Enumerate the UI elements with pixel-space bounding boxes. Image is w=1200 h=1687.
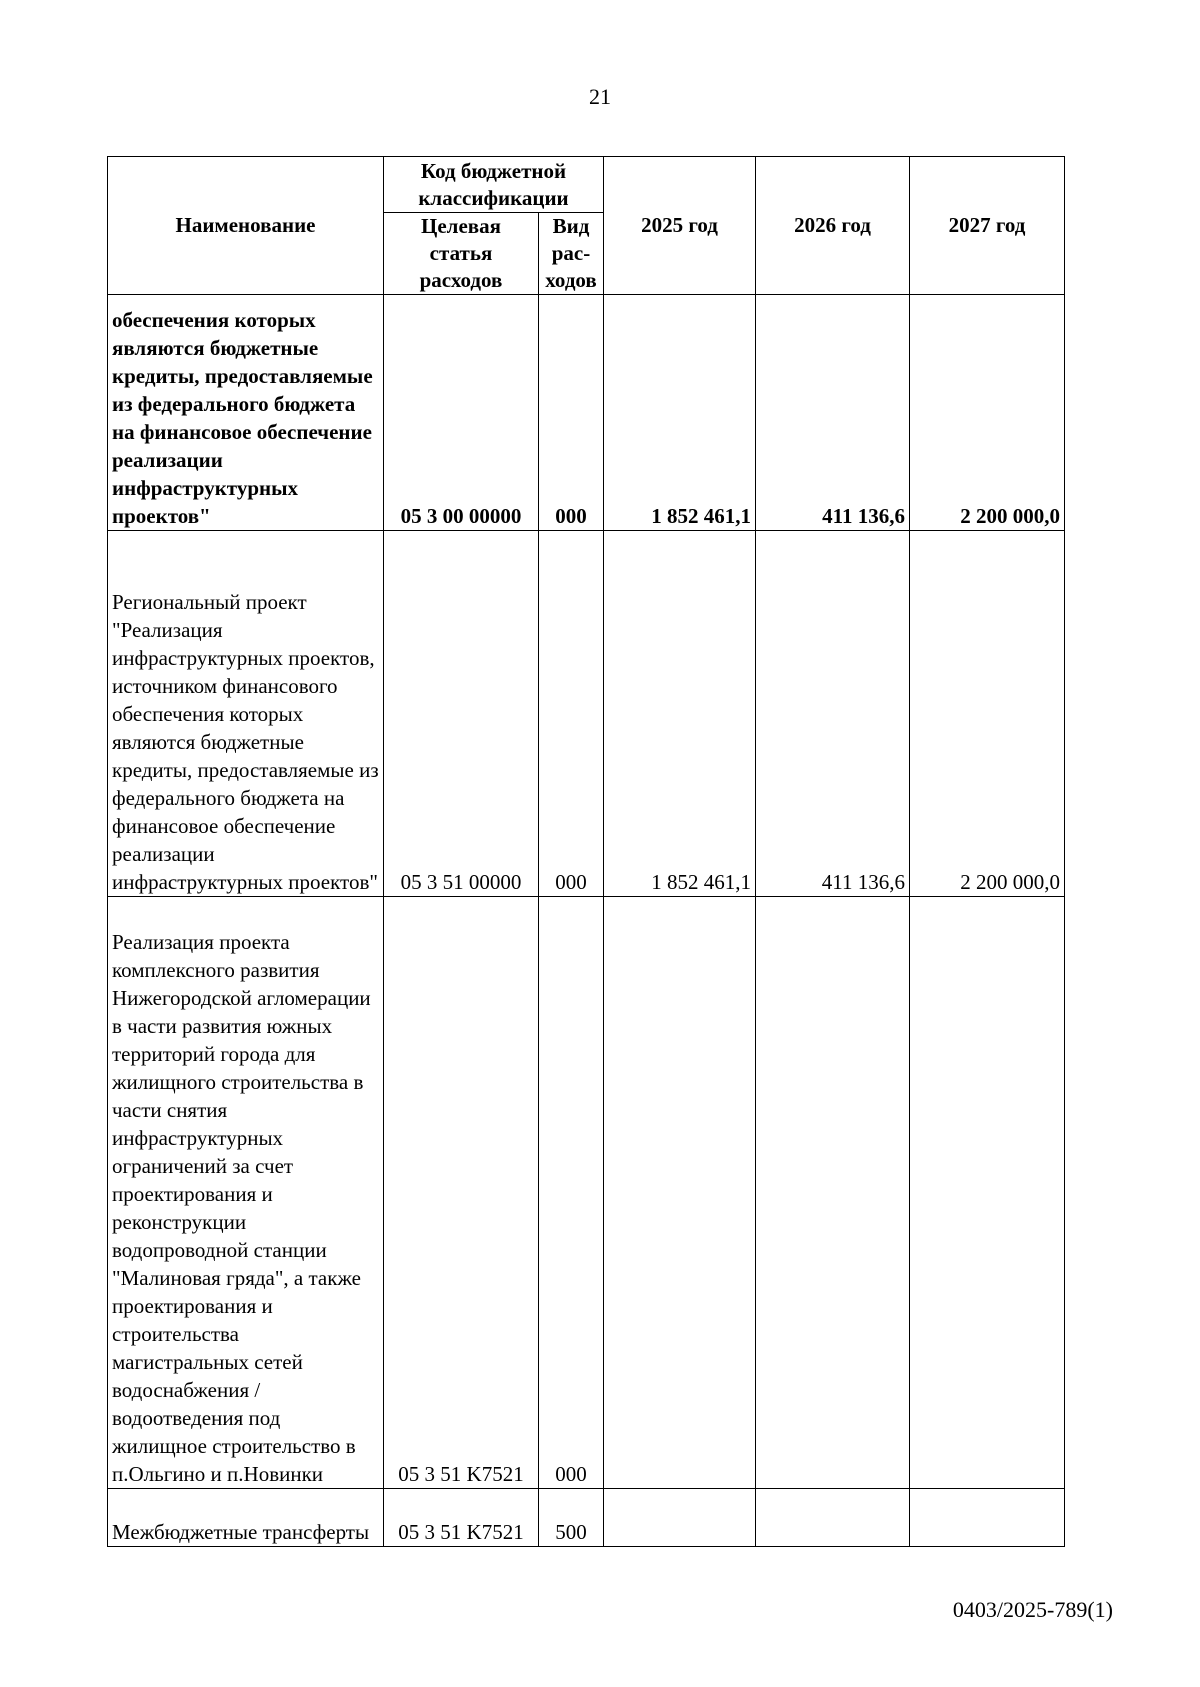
row-value-2026: 411 136,6 — [756, 531, 910, 897]
row-value-2027: 2 200 000,0 — [910, 295, 1065, 531]
row-name: Реализация проекта комплексного развития Нижегородской агломерации в части развития южных территорий города для жилищного строительства в части снятия инфраструктурных ограничений за счет проектирования и реконструкции водопроводной станции "Малиновая гряда", а также проектирования и строительства магистральных сетей водоснабжения / водоотведения под жилищное строительство в п.Ольгино и п.Новинки — [108, 897, 384, 1489]
row-expense-type: 000 — [539, 295, 604, 531]
header-expense-type: Вид рас-ходов — [539, 213, 604, 295]
row-value-2027 — [910, 897, 1065, 1489]
row-value-2025 — [604, 1489, 756, 1547]
row-value-2026 — [756, 897, 910, 1489]
row-target-article: 05 3 51 00000 — [384, 531, 539, 897]
row-value-2025: 1 852 461,1 — [604, 531, 756, 897]
row-value-2026: 411 136,6 — [756, 295, 910, 531]
row-value-2027 — [910, 1489, 1065, 1547]
header-year-2025: 2025 год — [604, 157, 756, 295]
row-value-2026 — [756, 1489, 910, 1547]
header-year-2027: 2027 год — [910, 157, 1065, 295]
table-row — [108, 897, 1065, 1489]
row-target-article: 05 3 51 K7521 — [384, 897, 539, 1489]
header-year-2026: 2026 год — [756, 157, 910, 295]
row-expense-type: 500 — [539, 1489, 604, 1547]
header-code-group: Код бюджетной классификации — [384, 157, 604, 213]
document-number: 0403/2025-789(1) — [952, 1597, 1113, 1622]
table-row — [108, 295, 1065, 531]
row-value-2027: 2 200 000,0 — [910, 531, 1065, 897]
row-value-2025 — [604, 897, 756, 1489]
row-name: Региональный проект "Реализация инфраструктурных проектов, источником финансового обеспечения которых являются бюджетные кредиты, предоставляемые из федерального бюджета на финансовое обеспечение реализации инфраструктурных проектов" — [108, 531, 384, 897]
header-name: Наименование — [108, 157, 384, 295]
row-value-2025: 1 852 461,1 — [604, 295, 756, 531]
table-row — [108, 531, 1065, 897]
row-expense-type: 000 — [539, 531, 604, 897]
header-target-article: Целевая статья расходов — [384, 213, 539, 295]
table-row — [108, 1489, 1065, 1547]
row-name: обеспечения которых являются бюджетные кредиты, предоставляемые из федерального бюджета на финансовое обеспечение реализации инфраструктурных проектов" — [108, 295, 384, 531]
page-number: 21 — [589, 84, 611, 109]
row-target-article: 05 3 51 K7521 — [384, 1489, 539, 1547]
row-expense-type: 000 — [539, 897, 604, 1489]
budget-table — [107, 156, 1065, 1547]
row-name: Межбюджетные трансферты — [108, 1489, 384, 1547]
row-target-article: 05 3 00 00000 — [384, 295, 539, 531]
